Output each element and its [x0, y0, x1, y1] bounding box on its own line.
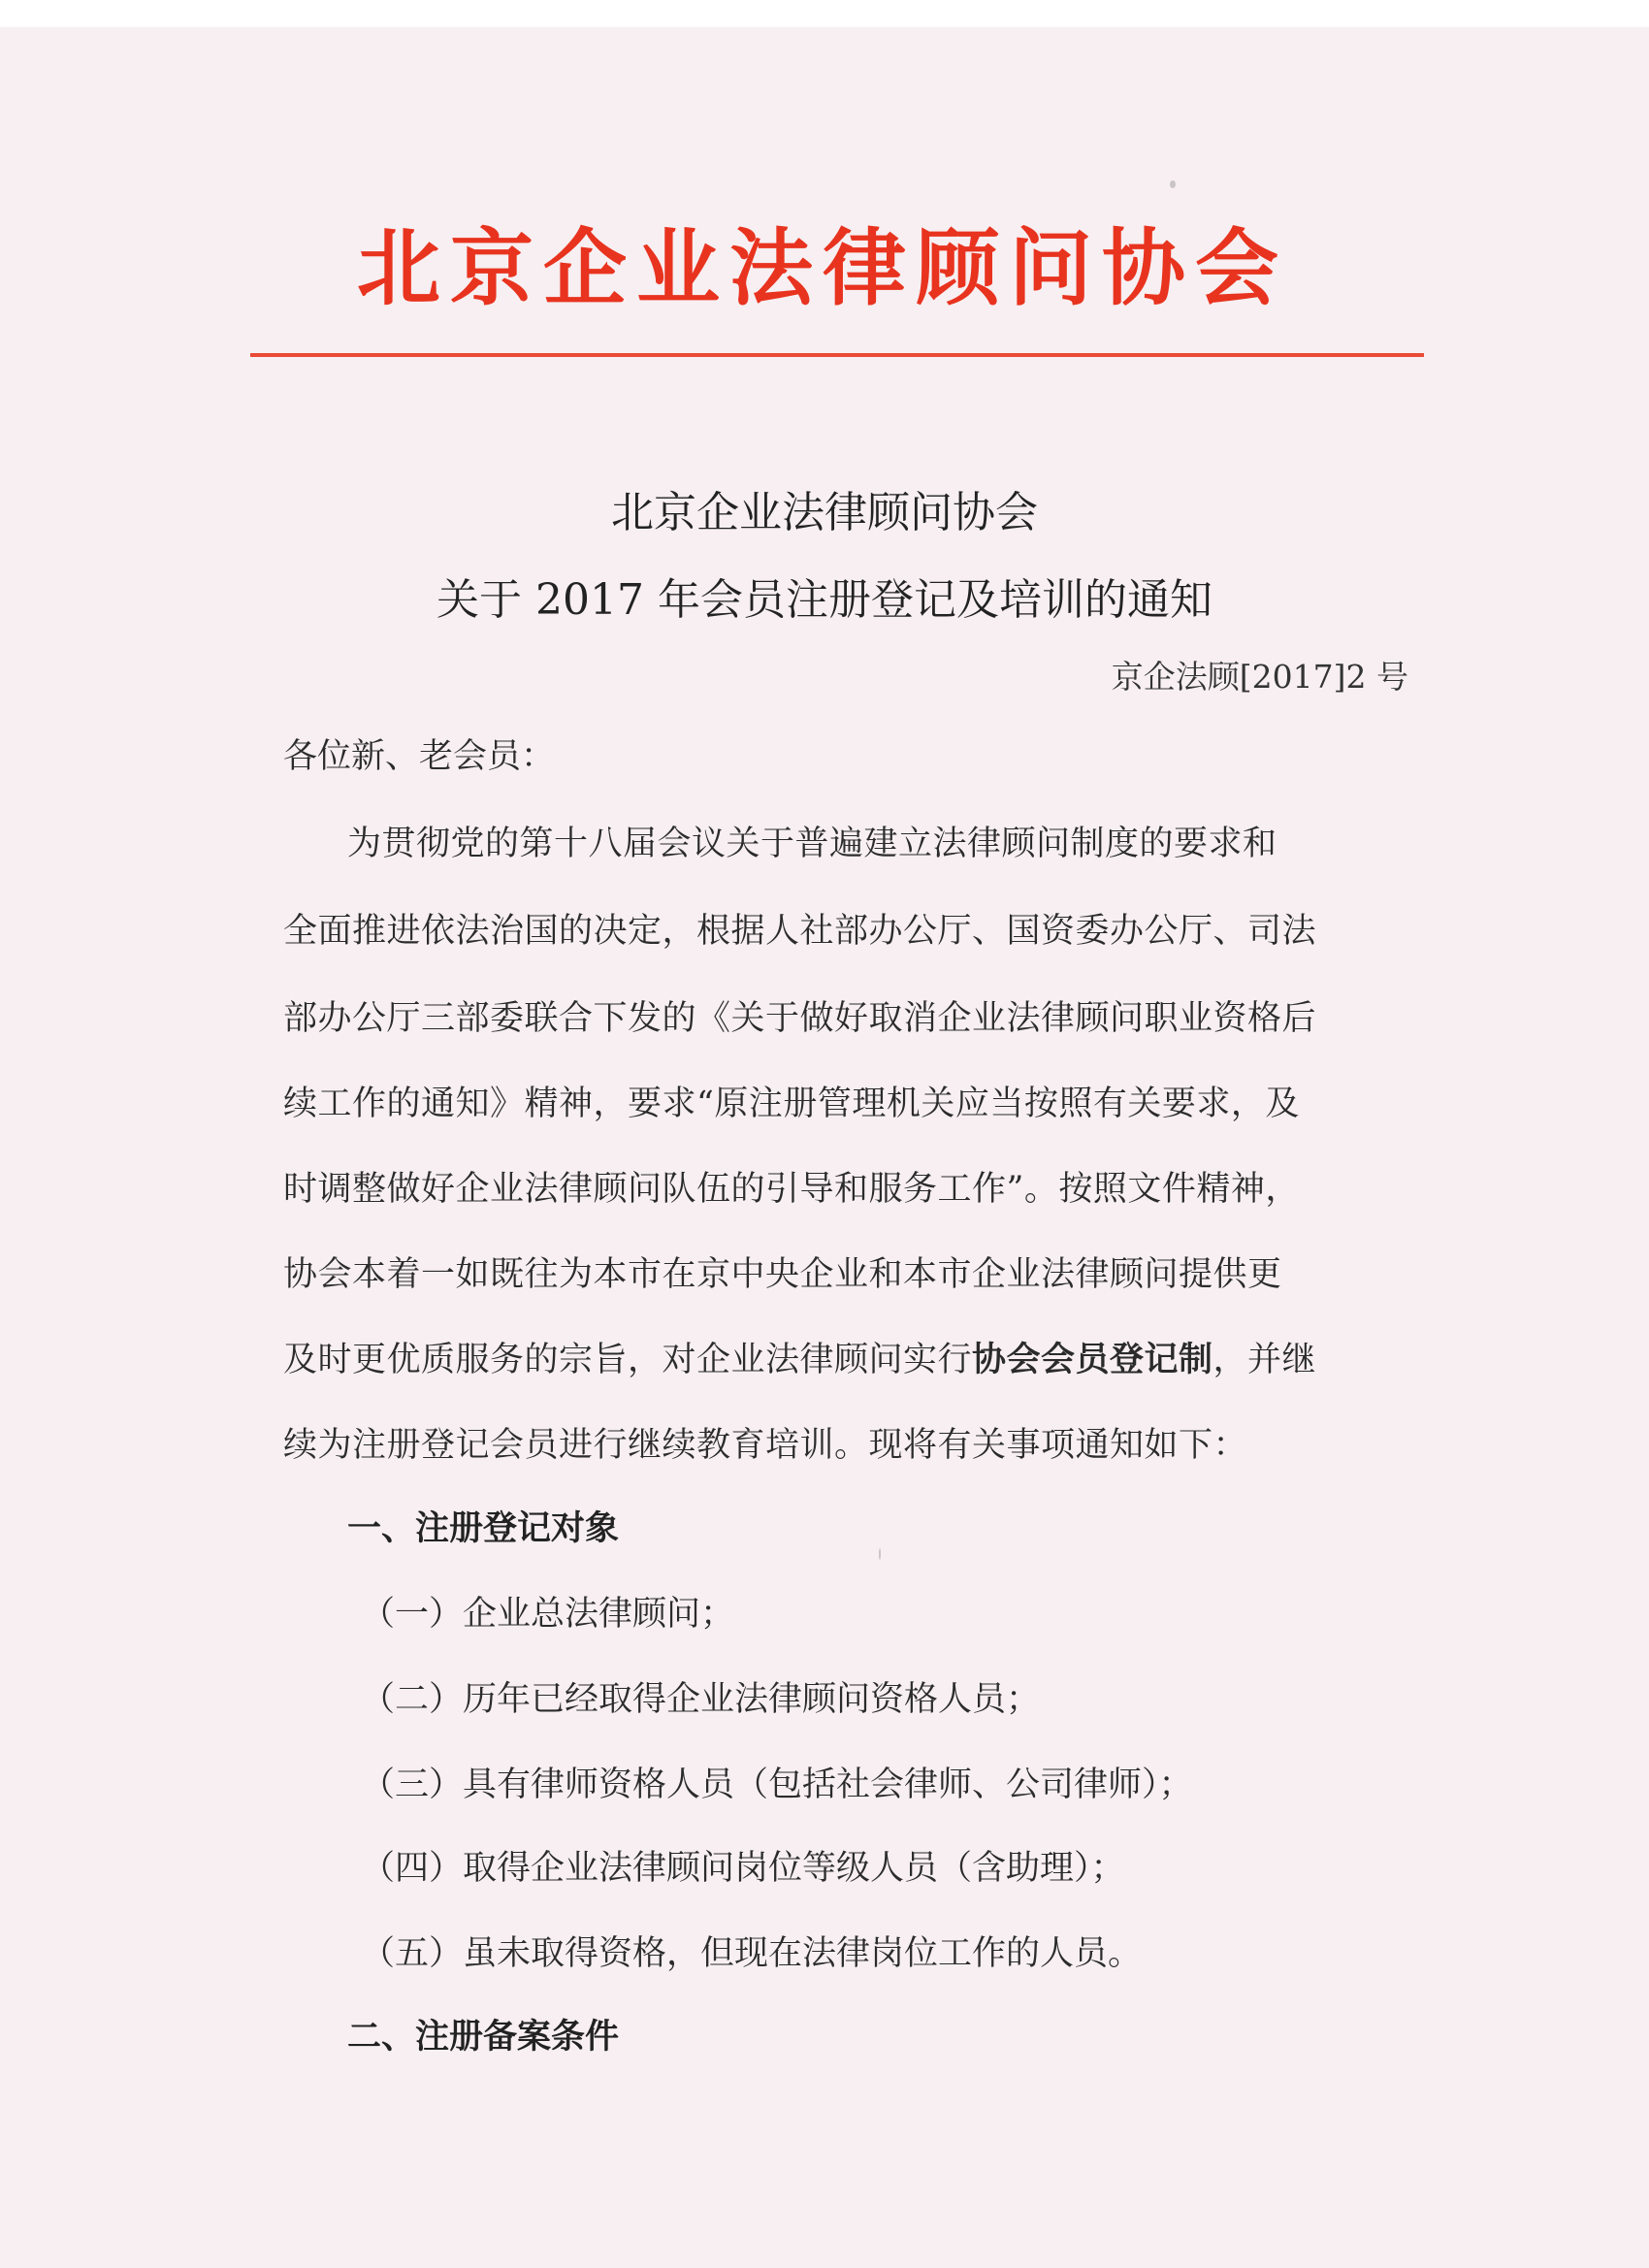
body-line-1: 为贯彻党的第十八届会议关于普遍建立法律顾问制度的要求和 [347, 825, 1277, 863]
org-banner-title: 北京企业法律顾问协会 [357, 220, 1288, 317]
section-1-item-4: （四）取得企业法律顾问岗位等级人员（含助理）； [361, 1849, 1125, 1888]
section-1-item-3: （三）具有律师资格人员（包括社会律师、公司律师）； [361, 1766, 1193, 1804]
section-1-item-1: （一）企业总法律顾问； [361, 1595, 735, 1634]
section-2-heading: 二、注册备案条件 [347, 2017, 620, 2057]
section-1-item-2: （二）历年已经取得企业法律顾问资格人员； [361, 1680, 1041, 1719]
salutation: 各位新、老会员： [283, 737, 556, 776]
scan-speck [1170, 180, 1176, 188]
body-line-7-prefix: 及时更优质服务的宗旨，对企业法律顾问实行 [283, 1341, 973, 1379]
membership-registration-emphasis: 协会会员登记制 [972, 1340, 1213, 1379]
notice-title-line-2: 关于 2017 年会员注册登记及培训的通知 [436, 575, 1212, 625]
banner-red-rule [250, 353, 1424, 357]
section-1-item-5: （五）虽未取得资格，但现在法律岗位工作的人员。 [361, 1934, 1143, 1973]
scan-top-edge [0, 0, 1649, 27]
body-line-2: 全面推进依法治国的决定，根据人社部办公厅、国资委办公厅、司法 [283, 912, 1317, 951]
scan-speck [879, 1548, 881, 1560]
body-line-8: 续为注册登记会员进行继续教育培训。现将有关事项通知如下： [283, 1426, 1248, 1465]
body-line-6: 协会本着一如既往为本市在京中央企业和本市企业法律顾问提供更 [283, 1255, 1282, 1294]
body-line-5: 时调整做好企业法律顾问队伍的引导和服务工作”。按照文件精神， [283, 1170, 1300, 1209]
notice-title-line-1: 北京企业法律顾问协会 [611, 488, 1038, 537]
body-line-7 [283, 1333, 1408, 1381]
document-number: 京企法顾[2017]2 号 [1111, 658, 1408, 696]
body-line-3: 部办公厅三部委联合下发的《关于做好取消企业法律顾问职业资格后 [283, 999, 1317, 1038]
body-line-4: 续工作的通知》精神，要求“原注册管理机关应当按照有关要求，及 [283, 1085, 1300, 1123]
body-line-7-suffix: ，并继 [1212, 1341, 1317, 1379]
section-1-heading: 一、注册登记对象 [347, 1508, 620, 1548]
